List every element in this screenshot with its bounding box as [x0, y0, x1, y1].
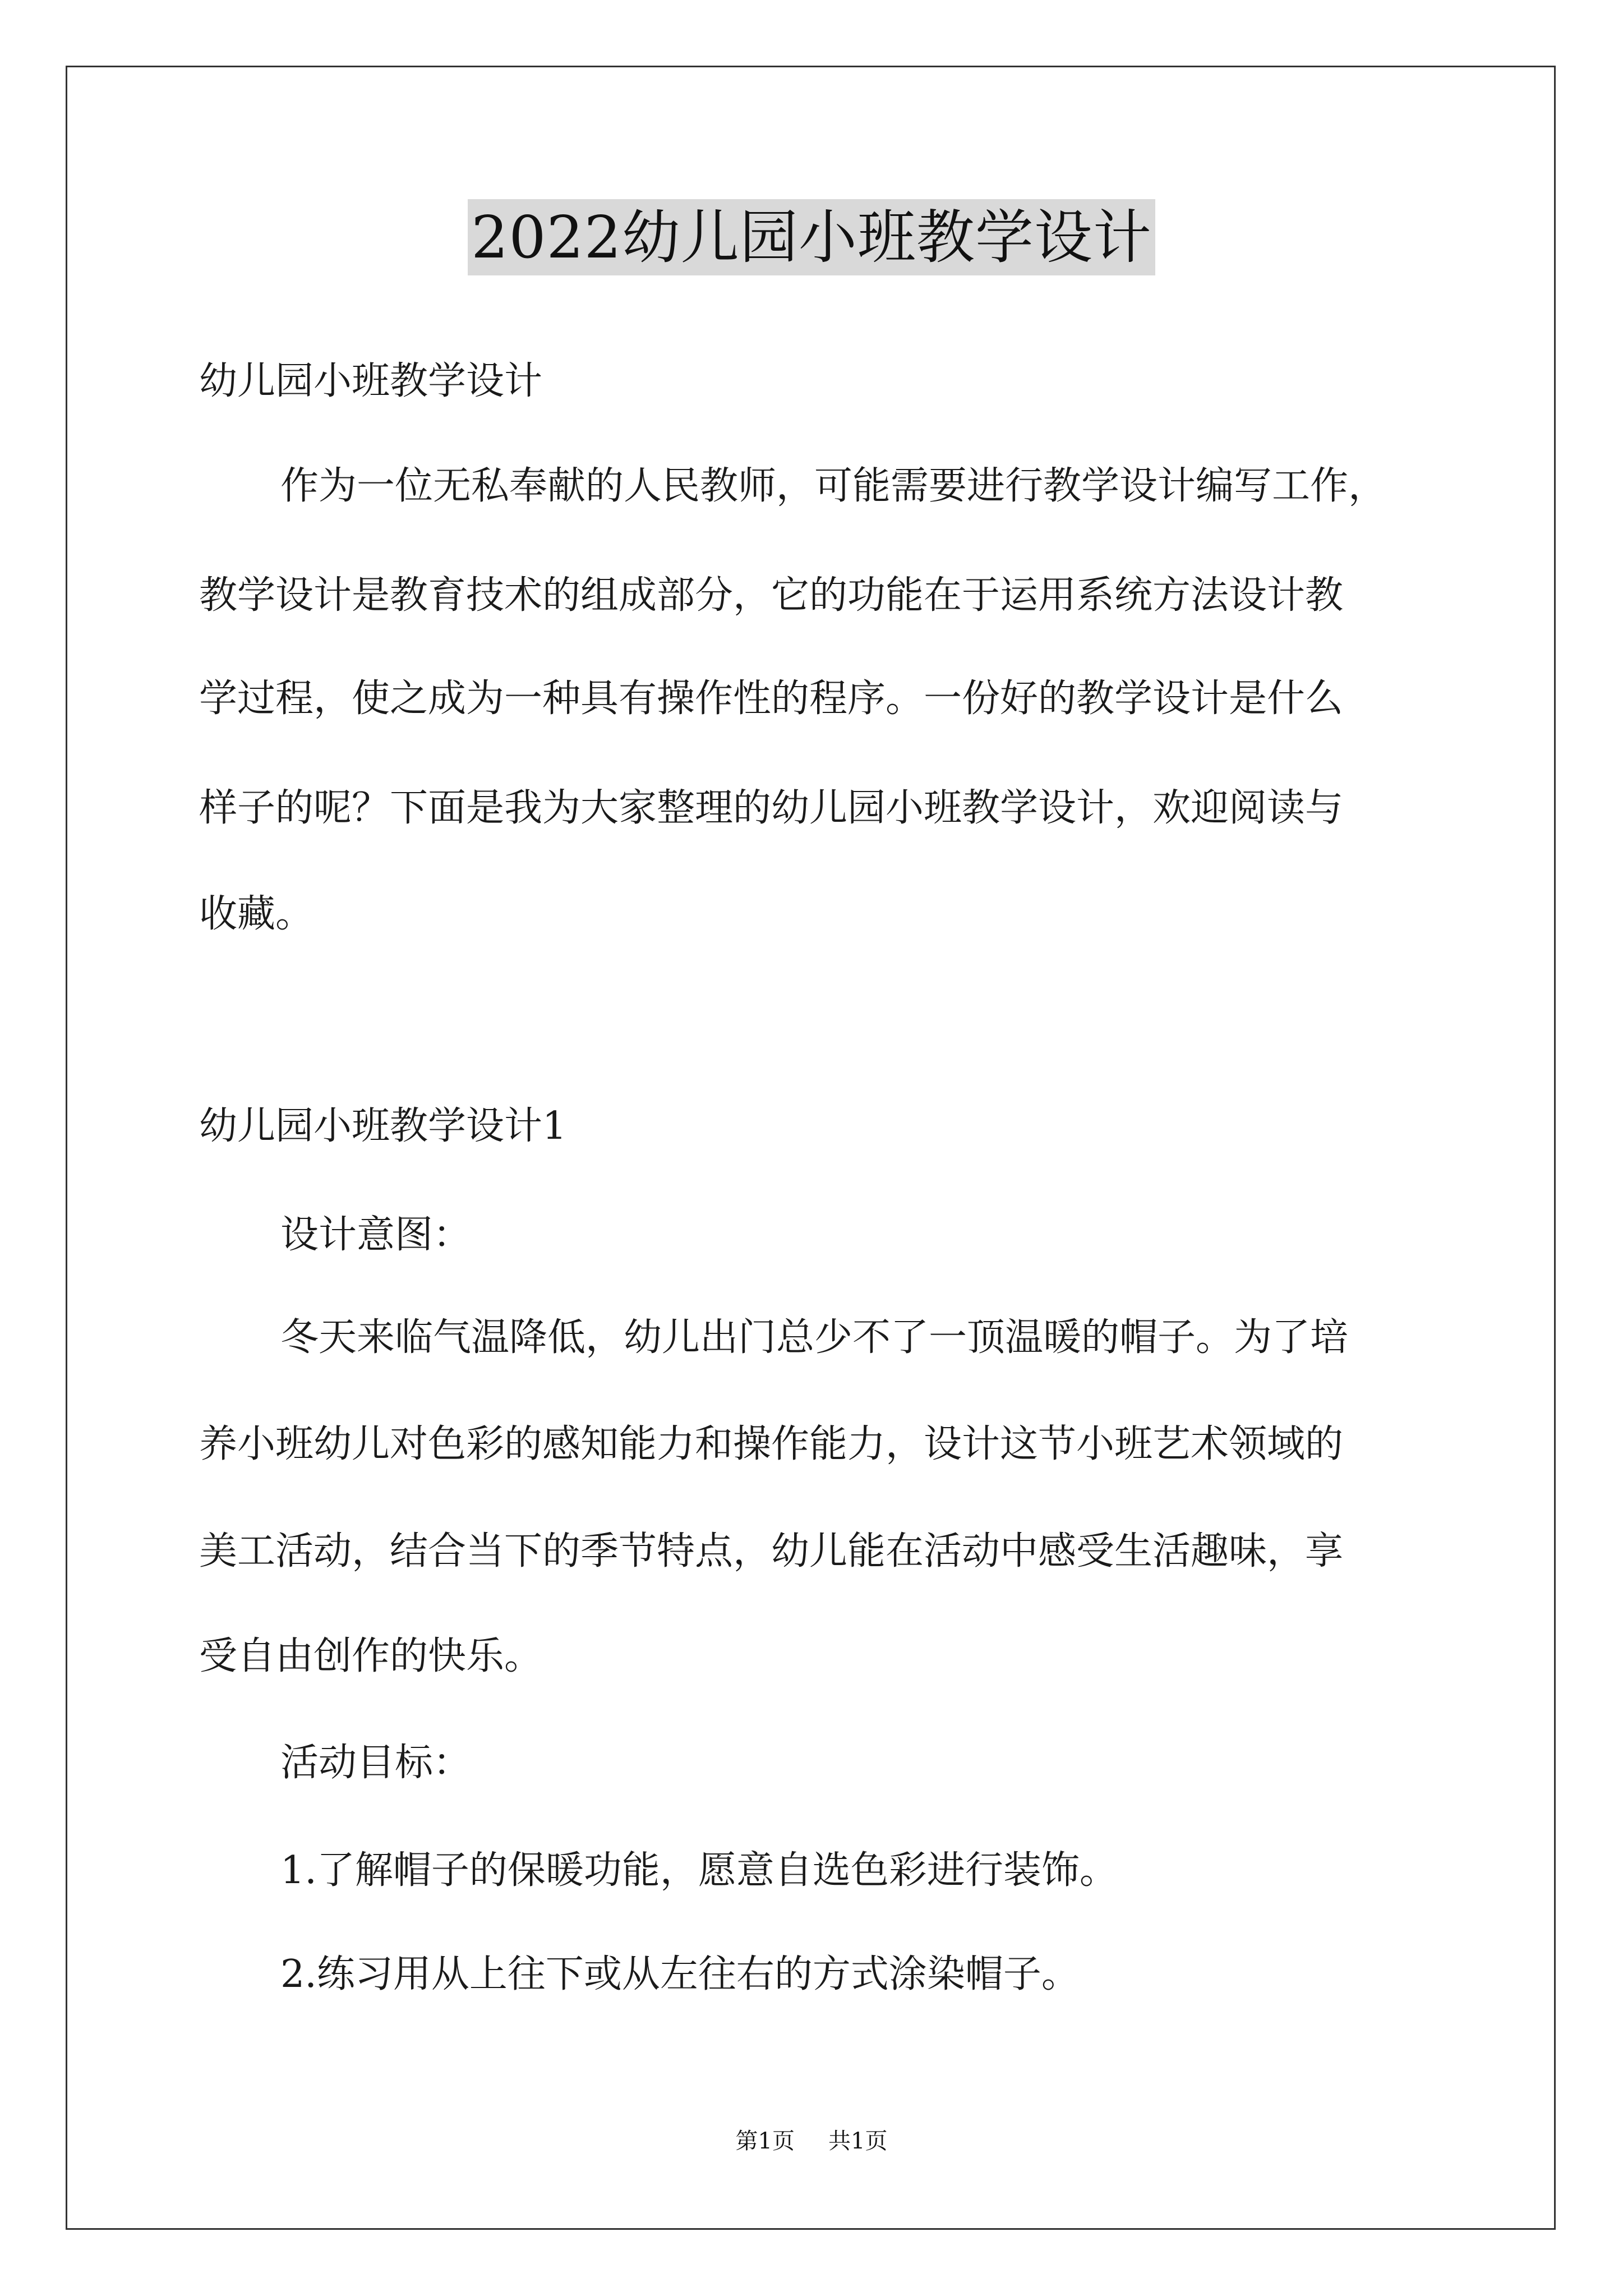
- intro-line: 学过程，使之成为一种具有操作性的程序。一份好的教学设计是什么: [199, 677, 1344, 721]
- intro-line: 收藏。: [199, 892, 314, 936]
- page-footer: [0, 2127, 1623, 2155]
- design-intent-label: 设计意图：: [280, 1213, 472, 1257]
- intro-line: 样子的呢？下面是我为大家整理的幼儿园小班教学设计，欢迎阅读与: [199, 786, 1344, 830]
- design-intent-line: 受自由创作的快乐。: [199, 1634, 543, 1678]
- title-container: [0, 199, 1623, 275]
- design-intent-line: 美工活动，结合当下的季节特点，幼儿能在活动中感受生活趣味，享: [199, 1529, 1344, 1573]
- goal-item: 2.练习用从上往下或从左往右的方式涂染帽子。: [280, 1952, 1080, 1996]
- page-current: 第1页: [735, 2128, 795, 2154]
- section-heading: 幼儿园小班教学设计1: [199, 1104, 567, 1148]
- design-intent-line: 养小班幼儿对色彩的感知能力和操作能力，设计这节小班艺术领域的: [199, 1422, 1344, 1466]
- document-title: 2022幼儿园小班教学设计: [468, 199, 1155, 275]
- intro-line: 作为一位无私奉献的人民教师，可能需要进行教学设计编写工作，: [280, 464, 1387, 508]
- document-subtitle: 幼儿园小班教学设计: [199, 359, 543, 403]
- goal-item: 1.了解帽子的保暖功能，愿意自选色彩进行装饰。: [280, 1848, 1118, 1893]
- design-intent-line: 冬天来临气温降低，幼儿出门总少不了一顶温暖的帽子。为了培: [280, 1315, 1349, 1360]
- intro-line: 教学设计是教育技术的组成部分，它的功能在于运用系统方法设计教: [199, 573, 1344, 618]
- page-total: 共1页: [828, 2128, 888, 2154]
- goals-label: 活动目标：: [280, 1741, 472, 1785]
